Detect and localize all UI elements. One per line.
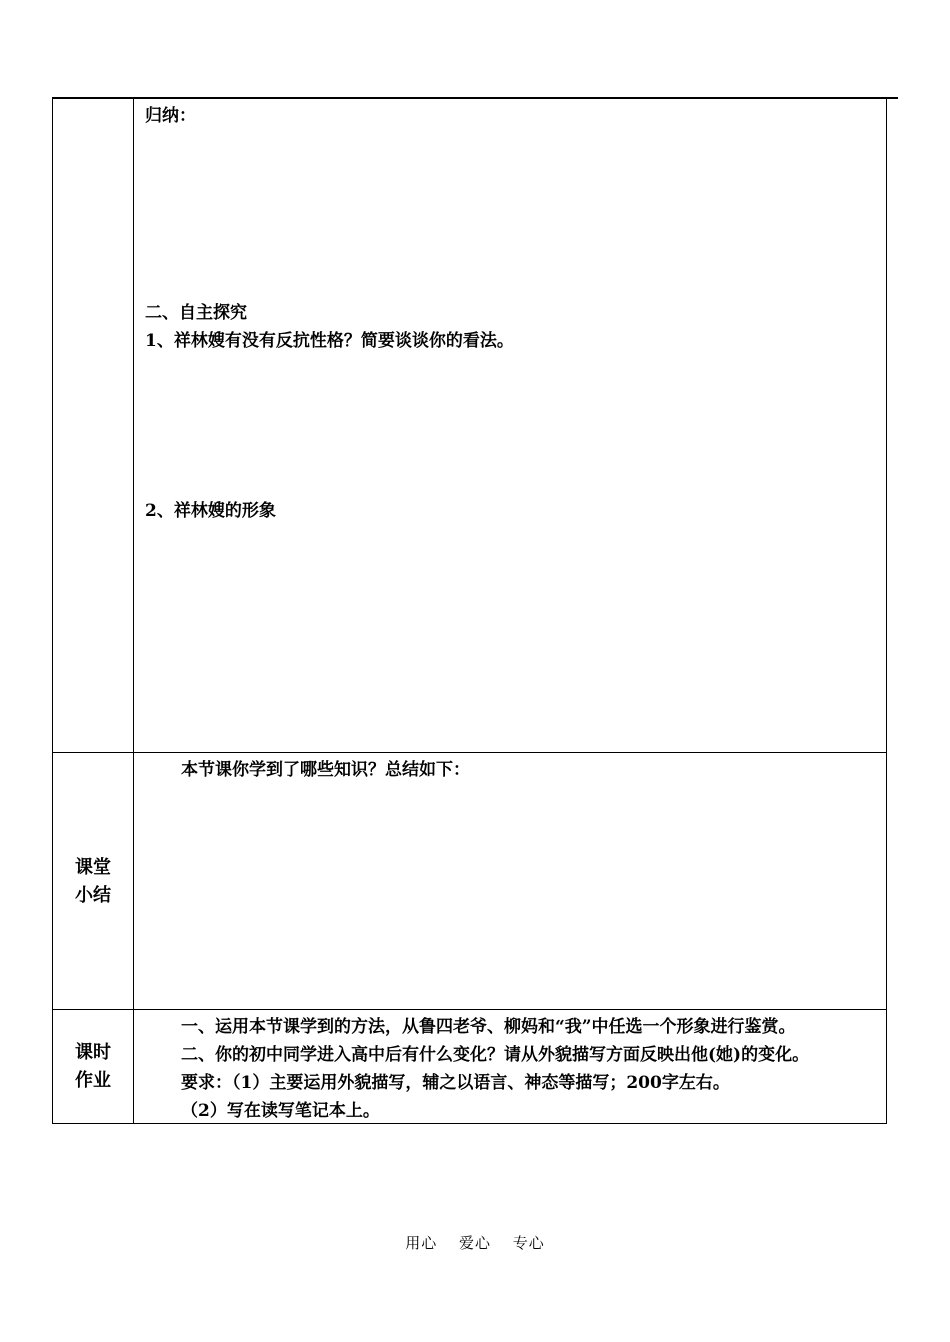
homework-label-line2: 作业 xyxy=(75,1070,111,1091)
footer-part-1: 用心 xyxy=(405,1234,438,1252)
homework-item-4: （2）写在读写笔记本上。 xyxy=(181,1101,380,1121)
column-divider xyxy=(133,98,134,1124)
question-1: 1、祥林嫂有没有反抗性格？简要谈谈你的看法。 xyxy=(145,331,514,351)
class-summary-label-line1: 课堂 xyxy=(75,857,111,878)
class-summary-prompt: 本节课你学到了哪些知识？总结如下： xyxy=(181,760,470,780)
footer-part-2: 爱心 xyxy=(458,1234,491,1252)
homework-item-3: 要求：（1）主要运用外貌描写，辅之以语言、神态等描写；200字左右。 xyxy=(181,1073,730,1093)
table-bottom-border xyxy=(52,1123,887,1124)
table-left-border xyxy=(52,98,53,1124)
table-top-border xyxy=(52,97,898,99)
summary-label: 归纳： xyxy=(145,106,196,126)
row-divider-2 xyxy=(52,1009,887,1010)
homework-item-1: 一、运用本节课学到的方法，从鲁四老爷、柳妈和“我”中任选一个形象进行鉴赏。 xyxy=(181,1017,796,1037)
page-footer xyxy=(0,1233,950,1253)
row-divider-1 xyxy=(52,752,887,753)
homework-label xyxy=(53,1039,133,1095)
class-summary-label-line2: 小结 xyxy=(75,885,111,906)
class-summary-label xyxy=(53,854,133,910)
question-2: 2、祥林嫂的形象 xyxy=(145,501,276,521)
homework-label-line1: 课时 xyxy=(75,1042,111,1063)
table-right-border xyxy=(886,98,887,1124)
homework-item-2: 二、你的初中同学进入高中后有什么变化？请从外貌描写方面反映出他(她)的变化。 xyxy=(181,1045,810,1065)
section-heading: 二、自主探究 xyxy=(145,303,247,323)
footer-part-3: 专心 xyxy=(512,1234,545,1252)
